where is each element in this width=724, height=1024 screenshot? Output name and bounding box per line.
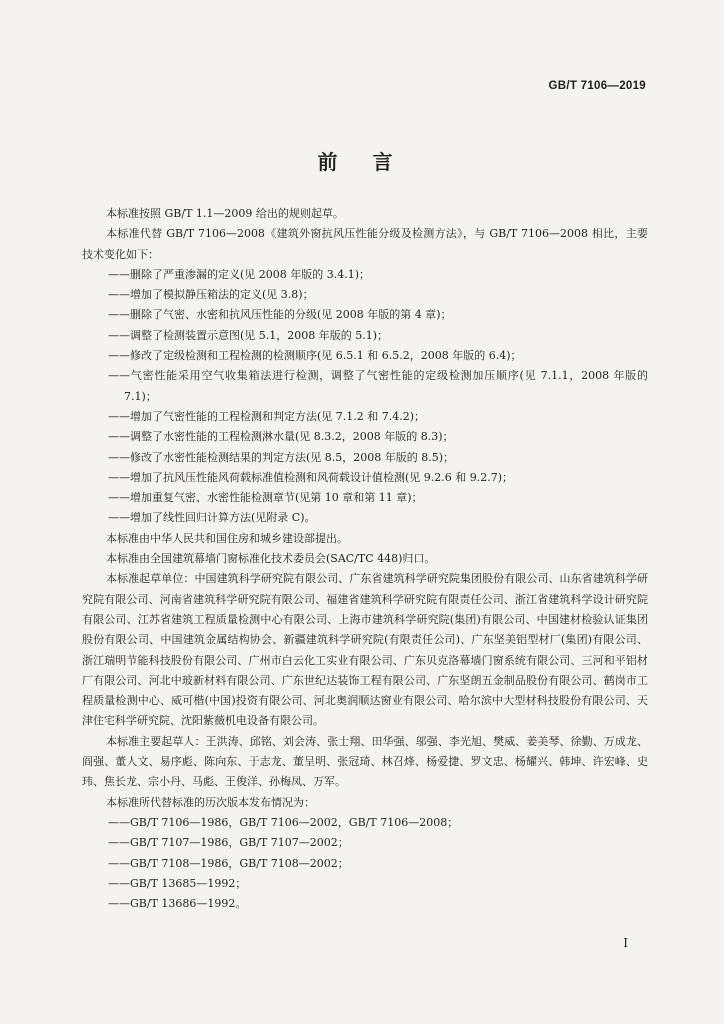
history-item: ——GB/T 13686—1992。 — [108, 897, 247, 911]
change-item: ——增加重复气密、水密性能检测章节(见第 10 章和第 11 章)； — [108, 491, 423, 505]
change-item: ——气密性能采用空气收集箱法进行检测，调整了气密性能的定级检测加压顺序(见 7.1.1，2008 年版的 7.1)； — [108, 369, 648, 403]
paragraph-drafting-units: 本标准起草单位：中国建筑科学研究院有限公司、广东省建筑科学研究院集团股份有限公司、山东省建筑科学研究院有限公司、河南省建筑科学研究院有限公司、福建省建筑科学研究院有限责任公司、浙江省建筑科学设计研究院有限公司、江苏省建筑工程质量检测中心有限公司、上海市建筑科学研究院(集团)有限公司、中国建材检验认证集团股份有限公司、中国建筑金属结构协会、新疆建筑科学研究院(有限责任公司)、广东坚美铝型材厂(集团)有限公司、浙江瑞明节能科技股份有限公司、广州市白云化工实业有限公司、广东贝克洛幕墙门窗系统有限公司、三河和平铝材厂有限公司、河北中玻新材料有限公司、广东世纪达装饰工程有限公司、广东坚朗五金制品股份有限公司、鹤岗市工程质量检测中心、威可楷(中国)投资有限公司、河北奥润顺达窗业有限公司、哈尔滨中大型材科技股份有限公司、天津住宅科学研究院、沈阳紫薇机电设备有限公司。 — [82, 572, 648, 728]
paragraph-replacement: 本标准代替 GB/T 7106—2008《建筑外窗抗风压性能分级及检测方法》，与 GB/T 7106—2008 相比，主要技术变化如下： — [82, 227, 648, 261]
change-item: ——调整了检测装置示意图(见 5.1，2008 年版的 5.1)； — [108, 328, 389, 342]
change-item: ——修改了水密性能检测结果的判定方法(见 8.5，2008 年版的 8.5)； — [108, 450, 455, 464]
change-item: ——调整了水密性能的工程检测淋水量(见 8.3.2，2008 年版的 8.3)； — [108, 430, 454, 444]
history-item: ——GB/T 7108—1986，GB/T 7108—2002； — [108, 856, 349, 870]
change-item: ——增加了线性回归计算方法(见附录 C)。 — [108, 511, 316, 525]
paragraph-drafting-rules: 本标准按照 GB/T 1.1—2009 给出的规则起草。 — [106, 207, 344, 220]
paragraph-proposer: 本标准由中华人民共和国住房和城乡建设部提出。 — [106, 531, 348, 545]
history-item: ——GB/T 13685—1992； — [108, 876, 247, 890]
change-item: ——删除了气密、水密和抗风压性能的分级(见 2008 年版的第 4 章)； — [108, 308, 452, 322]
change-item: ——增加了气密性能的工程检测和判定方法(见 7.1.2 和 7.4.2)； — [108, 409, 426, 423]
paragraph-history-intro: 本标准所代替标准的历次版本发布情况为： — [106, 795, 315, 809]
standard-code: GB/T 7106—2019 — [548, 80, 646, 92]
page-title: 前 言 — [317, 150, 407, 174]
page-number: I — [623, 936, 628, 950]
change-item: ——删除了严重渗漏的定义(见 2008 年版的 3.4.1)； — [108, 267, 371, 281]
change-item: ——增加了抗风压性能风荷载标准值检测和风荷载设计值检测(见 9.2.6 和 9.2.7)； — [108, 470, 514, 484]
history-item: ——GB/T 7107—1986，GB/T 7107—2002； — [108, 836, 349, 850]
change-item: ——修改了定级检测和工程检测的检测顺序(见 6.5.1 和 6.5.2，2008 年版的 6.4)； — [108, 349, 522, 363]
change-item: ——增加了模拟静压箱法的定义(见 3.8)； — [108, 288, 314, 302]
history-item: ——GB/T 7106—1986，GB/T 7106—2002，GB/T 7106—2008； — [108, 815, 459, 829]
paragraph-committee: 本标准由全国建筑幕墙门窗标准化技术委员会(SAC/TC 448)归口。 — [106, 552, 436, 566]
foreword-body — [82, 204, 648, 914]
paragraph-drafters: 本标准主要起草人：王洪涛、邱铭、刘会涛、张士翔、田华强、邬强、李光旭、樊威、姜美琴、徐勤、万成龙、阎强、董人文、易序彪、陈向东、于志龙、董呈明、张冠琦、林召烽、杨爱捷、罗文忠、杨耀兴、韩坤、许宏峰、史玮、焦长龙、宗小丹、马彪、王俊洋、孙梅凤、万军。 — [82, 734, 648, 789]
